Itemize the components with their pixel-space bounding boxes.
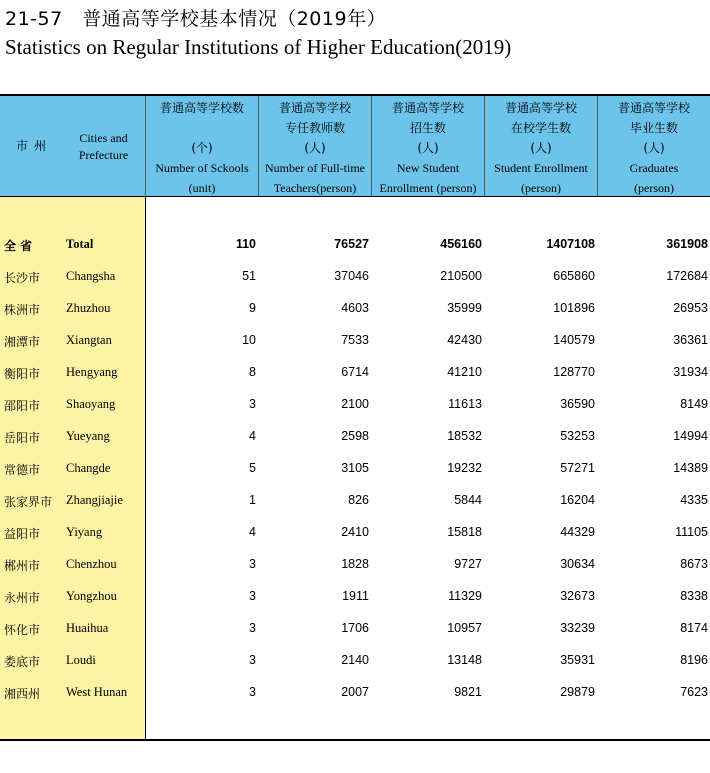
row-value: 8149 bbox=[680, 397, 708, 411]
row-value: 8673 bbox=[680, 557, 708, 571]
row-value: 3 bbox=[249, 685, 256, 699]
header-en-line2: Enrollment (person) bbox=[379, 181, 477, 195]
header-en-line1: Student Enrollment bbox=[494, 161, 588, 175]
row-value: 44329 bbox=[560, 525, 595, 539]
table-row bbox=[0, 645, 710, 677]
table-bottom-rule bbox=[0, 739, 710, 741]
row-value: 3 bbox=[249, 397, 256, 411]
row-city-cn: 长沙市 bbox=[4, 271, 41, 285]
header-en-line1: Graduates bbox=[629, 161, 679, 175]
row-value: 10 bbox=[242, 333, 256, 347]
row-city-en: Yueyang bbox=[66, 429, 110, 443]
row-value: 19232 bbox=[447, 461, 482, 475]
page-title-cn: 21-57 普通高等学校基本情况（2019年） bbox=[5, 8, 387, 30]
header-cn-line2 bbox=[146, 118, 258, 138]
header-cn-line1: 普通高等学校 bbox=[504, 101, 577, 115]
row-value: 361908 bbox=[666, 237, 708, 251]
row-city-cn: 衡阳市 bbox=[4, 367, 41, 381]
header-unit: (人) bbox=[643, 141, 665, 155]
table-row bbox=[0, 357, 710, 389]
row-value: 456160 bbox=[440, 237, 482, 251]
row-city-en: Yongzhou bbox=[66, 589, 117, 603]
row-value: 36590 bbox=[560, 397, 595, 411]
row-city-en: Hengyang bbox=[66, 365, 118, 379]
row-value: 4 bbox=[249, 429, 256, 443]
header-unit: (个) bbox=[191, 141, 213, 155]
row-city-cn: 株洲市 bbox=[4, 303, 41, 317]
row-city-en: Loudi bbox=[66, 653, 96, 667]
row-city-cn: 湘西州 bbox=[4, 687, 41, 701]
header-cn-line2: 专任教师数 bbox=[284, 121, 345, 135]
row-city-en: Total bbox=[66, 237, 94, 251]
row-value: 31934 bbox=[673, 365, 708, 379]
header-cn-line1: 普通高等学校 bbox=[278, 101, 351, 115]
row-city-en: Changde bbox=[66, 461, 111, 475]
row-value: 9727 bbox=[454, 557, 482, 571]
row-city-cn: 全 省 bbox=[4, 239, 33, 253]
row-city-en: Zhuzhou bbox=[66, 301, 111, 315]
header-col-new-students bbox=[372, 98, 484, 194]
row-value: 826 bbox=[348, 493, 369, 507]
row-value: 8174 bbox=[680, 621, 708, 635]
header-cn-line2: 在校学生数 bbox=[510, 121, 571, 135]
row-value: 1 bbox=[249, 493, 256, 507]
row-value: 2410 bbox=[341, 525, 369, 539]
row-value: 4603 bbox=[341, 301, 369, 315]
row-value: 4 bbox=[249, 525, 256, 539]
header-unit: (人) bbox=[304, 141, 326, 155]
row-value: 210500 bbox=[440, 269, 482, 283]
header-city-en: Cities and Prefecture bbox=[78, 131, 129, 162]
row-value: 8338 bbox=[680, 589, 708, 603]
row-city-en: Changsha bbox=[66, 269, 116, 283]
row-value: 32673 bbox=[560, 589, 595, 603]
row-value: 15818 bbox=[447, 525, 482, 539]
row-value: 16204 bbox=[560, 493, 595, 507]
row-city-cn: 娄底市 bbox=[4, 655, 41, 669]
header-unit: (人) bbox=[417, 141, 439, 155]
row-value: 3 bbox=[249, 557, 256, 571]
row-value: 7533 bbox=[341, 333, 369, 347]
table-row bbox=[0, 677, 710, 709]
row-value: 1706 bbox=[341, 621, 369, 635]
table-row bbox=[0, 325, 710, 357]
row-value: 101896 bbox=[553, 301, 595, 315]
row-city-cn: 常德市 bbox=[4, 463, 41, 477]
table-row bbox=[0, 581, 710, 613]
row-value: 2007 bbox=[341, 685, 369, 699]
row-city-cn: 郴州市 bbox=[4, 559, 41, 573]
row-value: 1407108 bbox=[546, 237, 595, 251]
header-cn-line1: 普通高等学校 bbox=[391, 101, 464, 115]
row-value: 14389 bbox=[673, 461, 708, 475]
row-value: 1911 bbox=[342, 589, 369, 603]
row-value: 665860 bbox=[553, 269, 595, 283]
row-value: 37046 bbox=[334, 269, 369, 283]
header-en-line1: Number of Full-time bbox=[265, 161, 365, 175]
row-value: 5844 bbox=[454, 493, 482, 507]
row-value: 6714 bbox=[341, 365, 369, 379]
row-value: 1828 bbox=[341, 557, 369, 571]
row-city-en: Zhangjiajie bbox=[66, 493, 123, 507]
row-value: 4335 bbox=[680, 493, 708, 507]
row-city-cn: 怀化市 bbox=[4, 623, 41, 637]
row-value: 51 bbox=[242, 269, 256, 283]
row-value: 18532 bbox=[447, 429, 482, 443]
row-value: 9 bbox=[249, 301, 256, 315]
row-value: 57271 bbox=[560, 461, 595, 475]
page-title-en: Statistics on Regular Institutions of Higher Education(2019) bbox=[5, 35, 512, 59]
row-value: 26953 bbox=[673, 301, 708, 315]
header-en-line2: Teachers(person) bbox=[273, 181, 357, 195]
header-col-graduates bbox=[598, 98, 710, 194]
row-value: 2100 bbox=[341, 397, 369, 411]
header-en-line2: (person) bbox=[634, 181, 674, 195]
table-row bbox=[0, 485, 710, 517]
row-value: 8 bbox=[249, 365, 256, 379]
row-city-en: Yiyang bbox=[66, 525, 103, 539]
row-value: 11613 bbox=[448, 397, 482, 411]
row-value: 30634 bbox=[560, 557, 595, 571]
row-value: 3105 bbox=[341, 461, 369, 475]
row-value: 13148 bbox=[447, 653, 482, 667]
row-value: 33239 bbox=[560, 621, 595, 635]
row-value: 9821 bbox=[454, 685, 482, 699]
row-value: 3 bbox=[249, 621, 256, 635]
table-row bbox=[0, 389, 710, 421]
row-city-cn: 岳阳市 bbox=[4, 431, 41, 445]
row-city-cn: 邵阳市 bbox=[4, 399, 41, 413]
header-col-teachers bbox=[259, 98, 371, 194]
row-value: 11105 bbox=[675, 525, 708, 539]
row-value: 110 bbox=[235, 237, 256, 251]
row-value: 128770 bbox=[553, 365, 595, 379]
header-cn-line1: 普通高等学校数 bbox=[159, 101, 244, 115]
header-cn-line2: 招生数 bbox=[409, 121, 446, 135]
table-row bbox=[0, 293, 710, 325]
row-value: 29879 bbox=[560, 685, 595, 699]
row-value: 35999 bbox=[447, 301, 482, 315]
row-value: 8196 bbox=[680, 653, 708, 667]
table-row bbox=[0, 453, 710, 485]
header-unit: (人) bbox=[530, 141, 552, 155]
table-row bbox=[0, 261, 710, 293]
row-value: 41210 bbox=[447, 365, 482, 379]
row-city-cn: 益阳市 bbox=[4, 527, 41, 541]
header-cn-line2: 毕业生数 bbox=[629, 121, 678, 135]
header-col-enrollment bbox=[485, 98, 597, 194]
table-row bbox=[0, 613, 710, 645]
row-value: 36361 bbox=[673, 333, 708, 347]
row-value: 14994 bbox=[673, 429, 708, 443]
header-en-line2: (person) bbox=[521, 181, 561, 195]
row-value: 5 bbox=[249, 461, 256, 475]
row-city-en: Xiangtan bbox=[66, 333, 112, 347]
table-row bbox=[0, 517, 710, 549]
header-en-line1: New Student bbox=[396, 161, 460, 175]
row-value: 140579 bbox=[553, 333, 595, 347]
header-en-line1: Number of Sckools bbox=[155, 161, 249, 175]
row-value: 10957 bbox=[447, 621, 482, 635]
row-value: 3 bbox=[249, 589, 256, 603]
row-city-cn: 永州市 bbox=[4, 591, 41, 605]
row-value: 42430 bbox=[447, 333, 482, 347]
row-value: 76527 bbox=[334, 237, 369, 251]
table-row bbox=[0, 549, 710, 581]
row-value: 11329 bbox=[448, 589, 482, 603]
header-city-cn: 市州 bbox=[16, 139, 53, 153]
table-row bbox=[0, 229, 710, 261]
row-city-cn: 湘潭市 bbox=[4, 335, 41, 349]
row-value: 35931 bbox=[560, 653, 595, 667]
row-city-cn: 张家界市 bbox=[4, 495, 53, 509]
table-row bbox=[0, 421, 710, 453]
header-cn-line1: 普通高等学校 bbox=[617, 101, 690, 115]
row-value: 3 bbox=[249, 653, 256, 667]
row-value: 172684 bbox=[666, 269, 708, 283]
row-value: 7623 bbox=[680, 685, 708, 699]
header-en-line2: (unit) bbox=[188, 181, 216, 195]
row-city-en: Chenzhou bbox=[66, 557, 117, 571]
row-value: 2598 bbox=[341, 429, 369, 443]
header-col-schools bbox=[146, 98, 258, 194]
row-value: 2140 bbox=[341, 653, 369, 667]
row-value: 53253 bbox=[560, 429, 595, 443]
row-city-en: West Hunan bbox=[66, 685, 128, 699]
row-city-en: Huaihua bbox=[66, 621, 109, 635]
row-city-en: Shaoyang bbox=[66, 397, 116, 411]
